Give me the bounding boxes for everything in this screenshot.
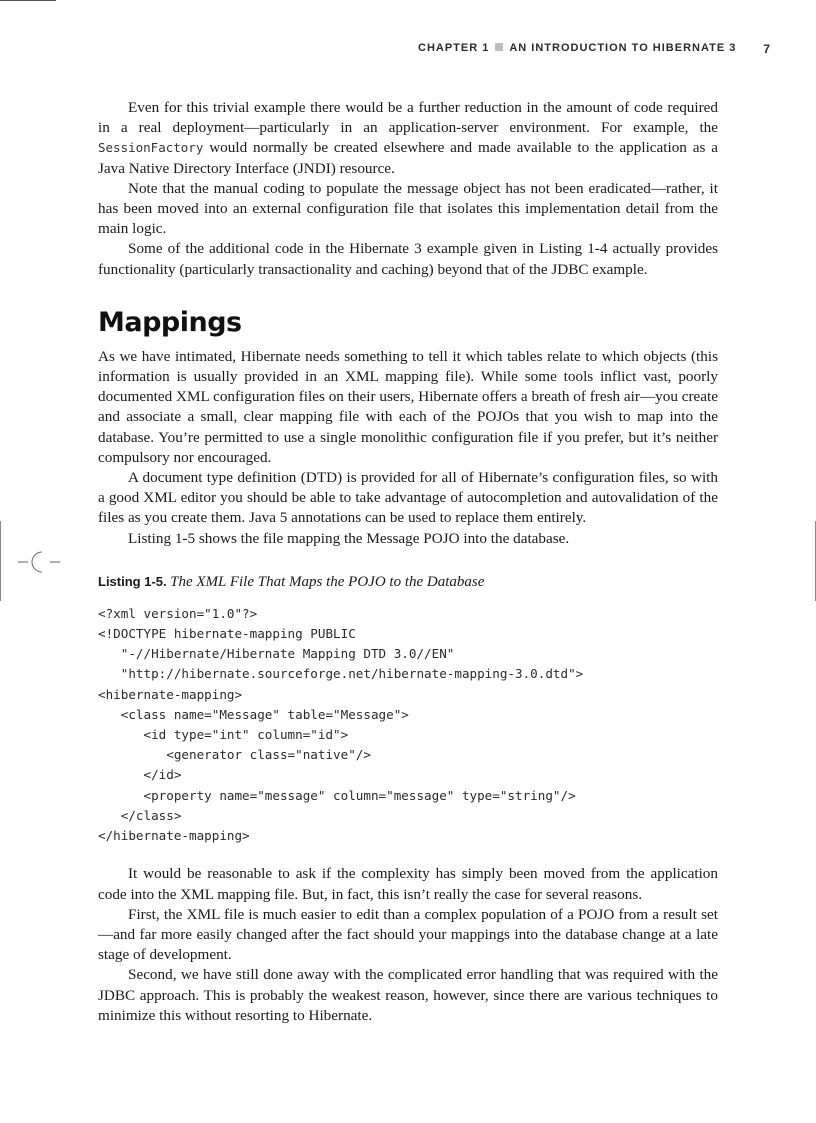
listing-caption [98, 573, 718, 592]
listing-title: The XML File That Maps the POJO to the Database [170, 573, 485, 590]
chapter-title: AN INTRODUCTION TO HIBERNATE 3 [509, 42, 737, 54]
closing-paragraph-1: It would be reasonable to ask if the complexity has simply been moved from the application code into the XML mapping file. But, in fact, this isn’t really the case for several reasons. [98, 865, 718, 903]
code-line: <!DOCTYPE hibernate-mapping PUBLIC [98, 626, 356, 642]
intro-paragraph-3: Some of the additional code in the Hibernate 3 example given in Listing 1-4 actually provides functionality (particularly transactionality and caching) beyond that of the JDBC example. [98, 240, 718, 278]
closing-paragraph-2: First, the XML file is much easier to edit than a complex population of a POJO from a result set—and far more easily changed after the fact should your mappings into the database change at a late stage of development. [98, 905, 718, 964]
paragraph-text: would normally be created elsewhere and made available to the application as a Java Native Directory Interface (JNDI) resource. [98, 139, 718, 177]
code-line: <hibernate-mapping> [98, 686, 243, 702]
section-heading: Mappings [98, 306, 242, 338]
code-line: <generator class="native"/> [98, 747, 371, 763]
code-line: <property name="message" column="message" type="string"/> [98, 787, 576, 803]
closing-paragraph-3: Second, we have still done away with the complicated error handling that was required with the JDBC approach. This is probably the weakest reason, however, since there are various techniques to minimize this without resorting to Hibernate. [98, 966, 718, 1024]
inline-code-sessionfactory: SessionFactory [98, 140, 204, 156]
page-body [98, 98, 718, 1026]
running-head-title [418, 42, 736, 54]
code-line: <id type="int" column="id"> [98, 727, 349, 743]
intro-paragraph-1 [98, 98, 718, 179]
intro-paragraph-2: Note that the manual coding to populate the message object has not been eradicated—rather, it has been moved into an external configuration file that isolates this implementation detail from the main logic. [98, 179, 718, 238]
listing-label: Listing 1-5. [98, 573, 167, 589]
code-line: <class name="Message" table="Message"> [98, 706, 409, 722]
section-paragraph-1: As we have intimated, Hibernate needs something to tell it which tables relate to which objects (this information is usually provided in an XML mapping file). While some tools inflict vast, poorly documented XML configuration files on their users, Hibernate offers a breath of fresh air—you create and associate a small, clear mapping file with each of the POJOs that you wish to map into the database. You’re permitted to use a single monolithic configuration file if you prefer, but it’s neither compulsory nor encouraged. [98, 347, 718, 466]
chapter-label: CHAPTER 1 [418, 42, 490, 54]
registration-mark-icon [18, 548, 60, 578]
running-head [418, 42, 778, 60]
crop-mark-left [0, 521, 1, 601]
code-line: </id> [98, 767, 182, 783]
code-line: "http://hibernate.sourceforge.net/hibernate-mapping-3.0.dtd"> [98, 666, 584, 682]
separator-square-icon [495, 43, 503, 51]
section-paragraph-3: Listing 1-5 shows the file mapping the Message POJO into the database. [128, 529, 570, 547]
code-line: "-//Hibernate/Hibernate Mapping DTD 3.0//EN" [98, 646, 455, 662]
code-listing [98, 604, 718, 846]
closing-section [98, 864, 718, 1026]
code-line: </hibernate-mapping> [98, 828, 250, 844]
page-number: 7 [763, 42, 770, 56]
paragraph-text: Even for this trivial example there would be a further reduction in the amount of code required in a real deployment—particularly in an application-server environment. For example, the [98, 99, 718, 137]
code-line: </class> [98, 807, 182, 823]
crop-mark-top [0, 0, 56, 1]
section-paragraph-2: A document type definition (DTD) is provided for all of Hibernate’s configuration files, so with a good XML editor you should be able to take advantage of autocompletion and autovalidation of the files as you create them. Java 5 annotations can be used to replace them entirely. [98, 469, 718, 527]
code-line: <?xml version="1.0"?> [98, 605, 258, 621]
